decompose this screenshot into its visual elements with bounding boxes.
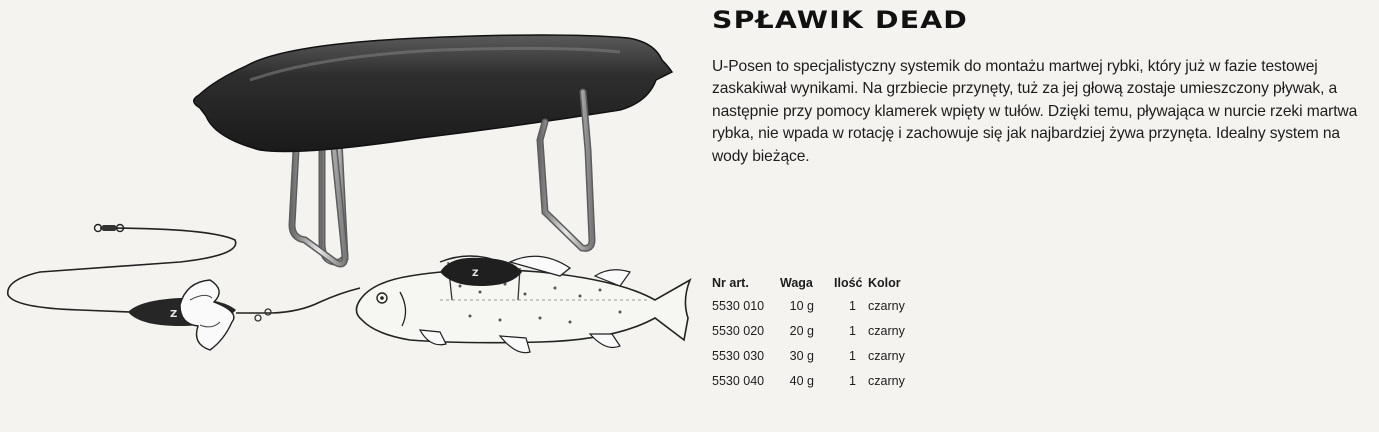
table-row: [712, 318, 914, 343]
spec-table-header: [712, 273, 914, 293]
cell-nr-art: 5530 010: [712, 298, 765, 313]
cell-ilosc: 1: [849, 323, 856, 338]
cell-kolor: czarny: [868, 373, 905, 388]
cell-waga: 10 g: [789, 298, 814, 313]
cell-waga: 40 g: [789, 373, 814, 388]
header-ilosc: Ilość: [834, 276, 863, 290]
lure-tail: [180, 280, 234, 350]
brand-logo: Z: [170, 309, 178, 320]
fish-bait: [356, 256, 690, 353]
spec-table: [712, 273, 914, 393]
header-waga: Waga: [780, 276, 813, 290]
fish-float-logo: Z: [472, 269, 479, 279]
float-body: [194, 35, 672, 152]
table-row: [712, 343, 914, 368]
header-kolor: Kolor: [868, 276, 901, 290]
cell-ilosc: 1: [849, 348, 856, 363]
table-row: [712, 293, 914, 318]
cell-nr-art: 5530 040: [712, 373, 765, 388]
table-row: [712, 368, 914, 393]
cell-nr-art: 5530 030: [712, 348, 765, 363]
cell-kolor: czarny: [868, 348, 905, 363]
cell-ilosc: 1: [849, 298, 856, 313]
cell-kolor: czarny: [868, 323, 905, 338]
header-nr-art: Nr art.: [712, 276, 749, 290]
product-title: SPŁAWIK DEAD: [712, 6, 969, 34]
cell-nr-art: 5530 020: [712, 323, 765, 338]
cell-ilosc: 1: [849, 373, 856, 388]
product-description: U-Posen to specjalistyczny systemik do montażu martwej rybki, który już w fazie testowej zaskakiwał wynikami. Na grzbiecie przynęty, tuż za jej głową zostaje umieszczony pływak, a następnie przy pomocy klamerek wpięty w tułów. Dzięki temu, pływająca w nurcie rzeki martwa rybka, nie wpada w rotację i zachowuje się jak najbardziej żywa przynęta. Idealny system na wody bieżące.: [712, 58, 1358, 165]
cell-waga: 30 g: [789, 348, 814, 363]
cell-waga: 20 g: [789, 323, 814, 338]
cell-kolor: czarny: [868, 298, 905, 313]
